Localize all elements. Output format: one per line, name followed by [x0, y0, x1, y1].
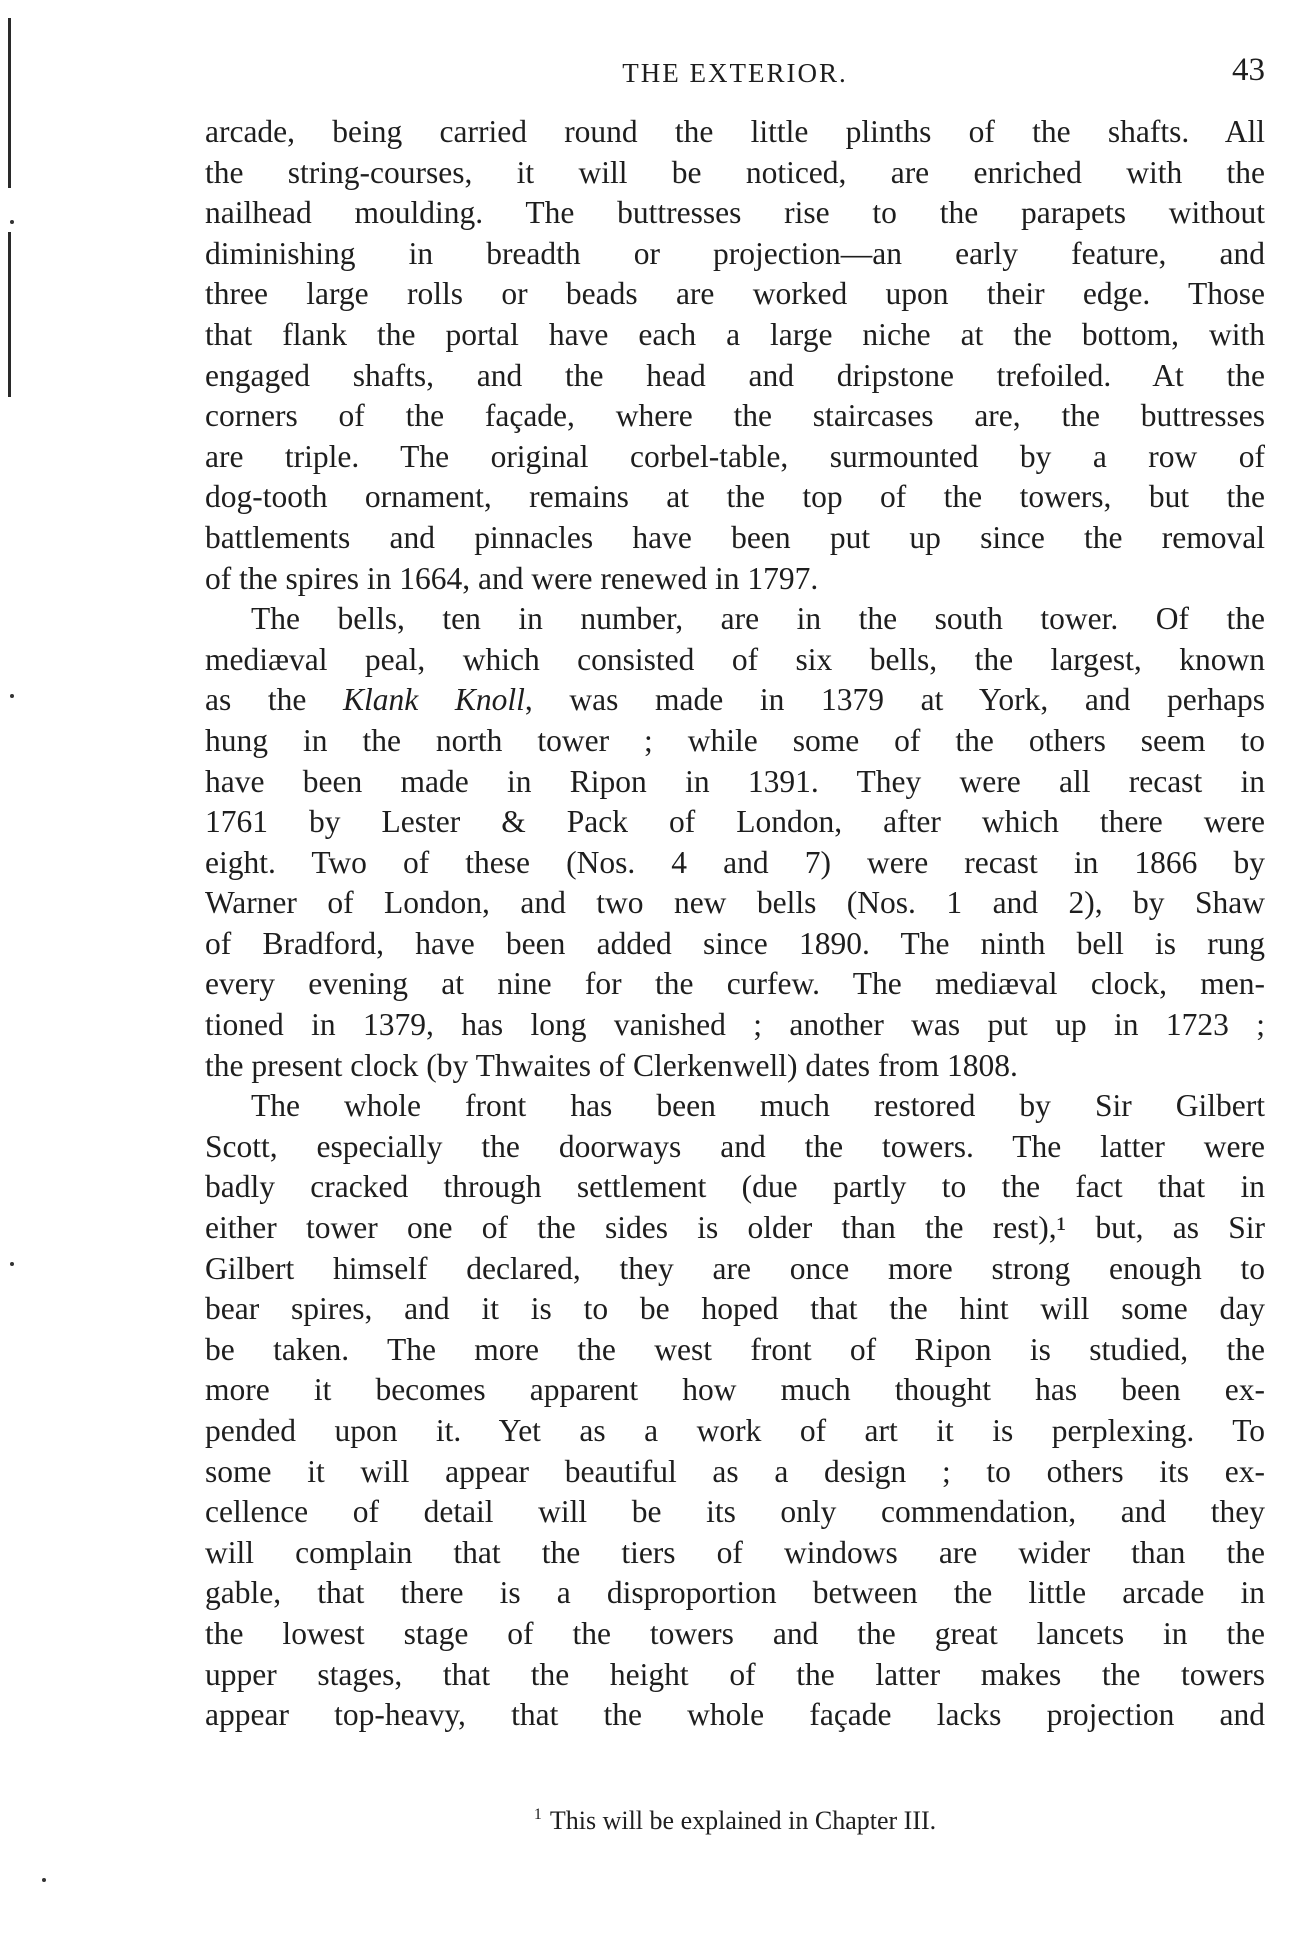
text-line: be taken. The more the west front of Ripon is studied, the — [205, 1331, 1265, 1367]
text-line: appear top-heavy, that the whole façade lacks projection and — [205, 1697, 1265, 1733]
page-speck — [10, 1262, 14, 1266]
text-line: diminishing in breadth or projection—an early feature, and — [205, 235, 1265, 271]
text-line: The whole front has been much restored by Sir Gilbert — [251, 1088, 1265, 1124]
text-line: badly cracked through settlement (due partly to the fact that in — [205, 1169, 1265, 1205]
text-line: nailhead moulding. The buttresses rise to the parapets without — [205, 195, 1265, 231]
text-line: three large rolls or beads are worked upon their edge. Those — [205, 276, 1265, 312]
text-line: cellence of detail will be its only commendation, and they — [205, 1494, 1265, 1530]
text-line: bear spires, and it is to be hoped that the hint will some day — [205, 1291, 1265, 1327]
text-line: dog-tooth ornament, remains at the top of the towers, but the — [205, 479, 1265, 515]
footnote-text: This will be explained in Chapter III. — [549, 1806, 937, 1835]
text-line: upper stages, that the height of the latter makes the towers — [205, 1656, 1265, 1692]
text-line: gable, that there is a disproportion between the little arcade in — [205, 1575, 1265, 1611]
page-speck — [10, 220, 14, 224]
text-line: arcade, being carried round the little plinths of the shafts. All — [205, 114, 1265, 149]
text-line: Scott, especially the doorways and the towers. The latter were — [205, 1128, 1265, 1164]
text-line: of Bradford, have been added since 1890. The ninth bell is rung — [205, 925, 1265, 961]
text-line: battlements and pinnacles have been put up since the removal — [205, 519, 1265, 555]
running-title: THE EXTERIOR. — [622, 58, 848, 88]
text-line: pended upon it. Yet as a work of art it is perplexing. To — [205, 1413, 1265, 1448]
text-line: tioned in 1379, has long vanished ; another was put up in 1723 ; — [205, 1007, 1265, 1043]
page-speck — [10, 694, 14, 698]
text-line: of the spires in 1664, and were renewed in 1797. — [205, 560, 819, 596]
text-line: Warner of London, and two new bells (Nos. 1 and 2), by Shaw — [205, 885, 1265, 921]
body-text — [205, 112, 1265, 1736]
text-line: the lowest stage of the towers and the great lancets in the — [205, 1615, 1265, 1651]
text-line: have been made in Ripon in 1391. They were all recast in — [205, 763, 1265, 799]
page-header — [205, 52, 1265, 92]
text-line: that flank the portal have each a large niche at the bottom, with — [205, 316, 1265, 352]
text-line: as the Klank Knoll, was made in 1379 at York, and perhaps — [205, 682, 1265, 718]
text-line: the present clock (by Thwaites of Clerkenwell) dates from 1808. — [205, 1047, 1018, 1083]
text-line: corners of the façade, where the staircases are, the buttresses — [205, 398, 1265, 434]
text-line: either tower one of the sides is older than the rest),¹ but, as Sir — [205, 1210, 1265, 1246]
text-line: mediæval peal, which consisted of six bells, the largest, known — [205, 641, 1265, 677]
binding-edge-line — [8, 232, 11, 397]
text-line: eight. Two of these (Nos. 4 and 7) were recast in 1866 by — [205, 844, 1265, 880]
text-line: 1761 by Lester & Pack of London, after which there were — [205, 804, 1265, 840]
text-line: engaged shafts, and the head and dripstone trefoiled. At the — [205, 357, 1265, 393]
page-speck — [42, 1878, 46, 1882]
footnote-marker: 1 — [533, 1806, 542, 1824]
text-line: the string-courses, it will be noticed, are enriched with the — [205, 154, 1265, 190]
text-line: more it becomes apparent how much thought has been ex- — [205, 1372, 1265, 1408]
text-line: Gilbert himself declared, they are once more strong enough to — [205, 1250, 1265, 1286]
text-line: The bells, ten in number, are in the south tower. Of the — [251, 601, 1265, 637]
text-line: every evening at nine for the curfew. The mediæval clock, men- — [205, 966, 1265, 1002]
text-line: will complain that the tiers of windows are wider than the — [205, 1534, 1265, 1570]
text-line: hung in the north tower ; while some of the others seem to — [205, 722, 1265, 758]
page-number: 43 — [1232, 52, 1265, 88]
text-line: are triple. The original corbel-table, surmounted by a row of — [205, 438, 1265, 474]
binding-edge-line — [8, 18, 11, 188]
footnote — [205, 1806, 1265, 1836]
text-line: some it will appear beautiful as a design ; to others its ex- — [205, 1453, 1265, 1489]
